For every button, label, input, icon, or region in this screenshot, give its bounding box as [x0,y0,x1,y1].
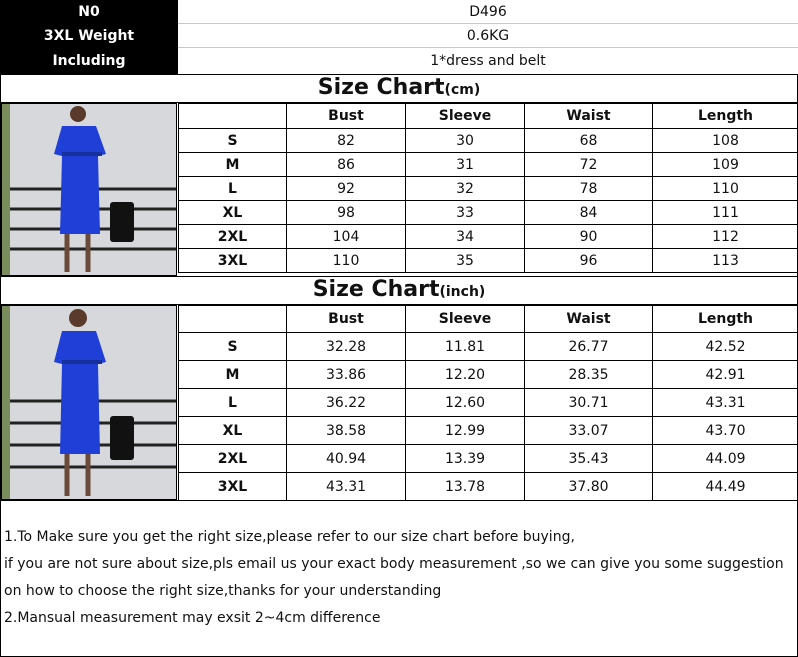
table-row [179,201,798,225]
note-line: 2.Mansual measurement may exsit 2~4cm difference [4,610,381,626]
value-cell: 32.28 [287,333,406,361]
size-cell: 3XL [179,249,287,273]
table-row [179,177,798,201]
value-cell: 35 [406,249,525,273]
size-table-cm [178,103,798,273]
size-notes [4,524,798,632]
value-cell: 30 [406,129,525,153]
value-cell: 32 [406,177,525,201]
column-header: Waist [525,104,653,129]
value-cell: 44.09 [653,445,798,473]
column-header: Length [653,306,798,333]
value-cell: 26.77 [525,333,653,361]
table-row [179,129,798,153]
table-row [179,153,798,177]
chart-title-text: Size Chart [312,277,440,302]
table-header-row [179,306,798,333]
value-cell: 35.43 [525,445,653,473]
table-row [179,361,798,389]
column-header: Length [653,104,798,129]
value-cell: 40.94 [287,445,406,473]
value-cell: 68 [525,129,653,153]
value-cell: 31 [406,153,525,177]
value-cell: 30.71 [525,389,653,417]
value-cell: 90 [525,225,653,249]
table-row [179,473,798,501]
value-cell: 82 [287,129,406,153]
value-cell: 109 [653,153,798,177]
value-cell: 110 [653,177,798,201]
value-cell: 44.49 [653,473,798,501]
size-cell: XL [179,201,287,225]
size-cell: S [179,333,287,361]
value-cell: 84 [525,201,653,225]
size-cell: 2XL [179,445,287,473]
size-cell: M [179,153,287,177]
value-cell: 112 [653,225,798,249]
chart-unit: (cm) [444,82,481,98]
size-table-inch [178,305,798,501]
value-cell: 108 [653,129,798,153]
value-cell: 13.39 [406,445,525,473]
value-cell: 98 [287,201,406,225]
value-cell: 111 [653,201,798,225]
info-row-including [0,48,798,74]
value-cell: 12.20 [406,361,525,389]
note-line: 1.To Make sure you get the right size,please refer to our size chart before buying, [4,529,575,545]
table-row [179,249,798,273]
value-cell: 33 [406,201,525,225]
value-cell: 38.58 [287,417,406,445]
size-cell: L [179,177,287,201]
info-value: 1*dress and belt [430,53,546,69]
info-label: N0 [78,4,100,20]
model-photo-inch [1,305,177,500]
value-cell: 72 [525,153,653,177]
info-label: Including [52,53,126,69]
value-cell: 42.52 [653,333,798,361]
table-row [179,417,798,445]
corner-cell [179,306,287,333]
value-cell: 43.70 [653,417,798,445]
value-cell: 12.60 [406,389,525,417]
info-row-weight [0,24,798,48]
table-row [179,225,798,249]
chart-unit: (inch) [439,284,486,300]
product-info-header [0,0,798,74]
value-cell: 78 [525,177,653,201]
value-cell: 96 [525,249,653,273]
note-line: on how to choose the right size,thanks for your understanding [4,583,442,599]
info-row-no [0,0,798,24]
table-header-row [179,104,798,129]
info-label: 3XL Weight [43,28,135,44]
value-cell: 36.22 [287,389,406,417]
size-cell: 3XL [179,473,287,501]
value-cell: 34 [406,225,525,249]
value-cell: 104 [287,225,406,249]
value-cell: 11.81 [406,333,525,361]
note-line: if you are not sure about size,pls email us your exact body measurement ,so we can give you some suggestion [4,556,784,572]
size-cell: S [179,129,287,153]
value-cell: 92 [287,177,406,201]
size-cell: 2XL [179,225,287,249]
value-cell: 43.31 [287,473,406,501]
size-cell: L [179,389,287,417]
chart-title-inch [0,276,798,304]
column-header: Sleeve [406,104,525,129]
value-cell: 43.31 [653,389,798,417]
column-header: Bust [287,104,406,129]
table-row [179,445,798,473]
column-header: Sleeve [406,306,525,333]
value-cell: 12.99 [406,417,525,445]
value-cell: 33.07 [525,417,653,445]
size-cell: M [179,361,287,389]
value-cell: 110 [287,249,406,273]
info-value: 0.6KG [178,24,798,48]
chart-title-text: Size Chart [317,75,445,100]
column-header: Bust [287,306,406,333]
column-header: Waist [525,306,653,333]
table-row [179,333,798,361]
chart-title-cm [0,74,798,102]
corner-cell [179,104,287,129]
value-cell: 28.35 [525,361,653,389]
value-cell: 86 [287,153,406,177]
model-photo-cm [1,103,177,276]
value-cell: 113 [653,249,798,273]
table-row [179,389,798,417]
value-cell: 42.91 [653,361,798,389]
size-cell: XL [179,417,287,445]
value-cell: 13.78 [406,473,525,501]
value-cell: 33.86 [287,361,406,389]
value-cell: 37.80 [525,473,653,501]
info-value: D496 [178,0,798,24]
